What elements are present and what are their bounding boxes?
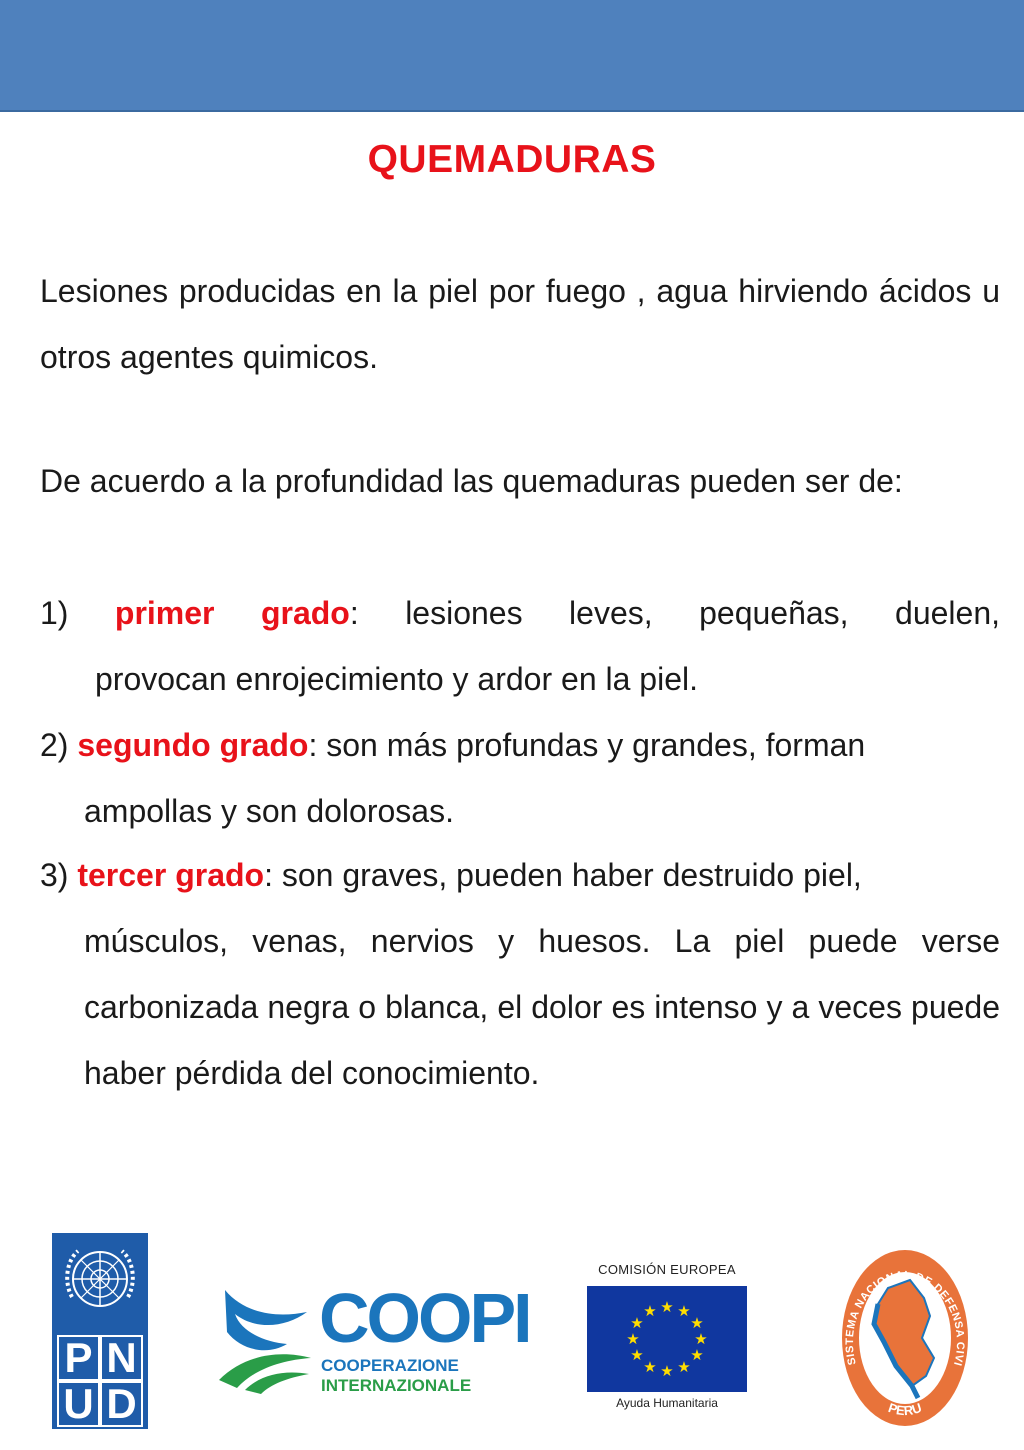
degree-number: 3) [40,857,69,893]
pnud-logo [52,1233,148,1429]
degree-item-1 [40,580,1000,712]
pnud-letter: D [102,1383,141,1425]
pnud-letter: U [59,1383,98,1425]
degree-text: : son más profundas y grandes, forman [308,727,866,763]
degree-text: pequeñas, [699,595,849,631]
degree-name-word: grado [260,595,350,631]
svg-text:★: ★ [694,1330,708,1348]
svg-text:★: ★ [626,1330,640,1348]
degree-name-word: primer [114,595,215,631]
svg-text:★: ★ [690,1314,704,1332]
degree-text: : [349,595,359,631]
degree-first-line [40,712,1000,778]
eu-stars-icon [587,1286,747,1392]
degree-first-line [40,842,1000,908]
degree-text: leves, [569,595,653,631]
pnud-letter: N [102,1337,141,1379]
sinadeci-ring-text: SISTEMA NACIONAL DE DEFENSA CIVI [843,1269,967,1368]
degree-continuation: ampollas y son dolorosas. [84,793,454,829]
coopi-wave-icon [215,1284,315,1396]
svg-text:★: ★ [660,1362,674,1380]
eu-flag [587,1286,747,1392]
page-title: QUEMADURAS [367,138,657,181]
pnud-letters [59,1334,141,1427]
svg-text:★: ★ [643,1358,657,1376]
degree-text: lesiones [405,595,523,631]
svg-text:★: ★ [630,1314,644,1332]
degree-text: : son graves, pueden haber destruido piel, [264,857,862,893]
coopi-logo [215,1279,530,1400]
degree-item-2 [40,712,1000,844]
sinadeci-logo [838,1246,972,1430]
eu-caption: COMISIÓN EUROPEA [598,1262,736,1277]
un-emblem-icon [60,1239,140,1319]
svg-text:★: ★ [630,1346,644,1364]
eu-logo [586,1262,748,1417]
degree-number: 1) [40,595,69,631]
degree-name: tercer grado [77,857,265,893]
pnud-letter: P [59,1337,98,1379]
degree-name: segundo grado [77,727,309,763]
coopi-wordmark: COOPI [319,1279,530,1357]
sinadeci-emblem-icon [838,1246,972,1430]
sinadeci-bottom-text: PERU [886,1399,924,1419]
svg-text:★: ★ [677,1302,691,1320]
degree-number: 2) [40,727,69,763]
svg-text:★: ★ [660,1298,674,1316]
degree-text: duelen, [895,595,1000,631]
intro-paragraph: Lesiones producidas en la piel por fuego , agua hirviendo ácidos u otros agentes quimicos. [40,273,1000,375]
degree-continuation: músculos, venas, nervios y huesos. La piel puede verse carbonizada negra o blanca, el dolor es intenso y a veces puede haber pérdida del conocimiento. [84,923,1000,1091]
coopi-line2: INTERNAZIONALE [321,1376,472,1395]
depth-intro-paragraph: De acuerdo a la profundidad las quemaduras pueden ser de: [40,463,903,499]
coopi-line1: COOPERAZIONE [321,1356,459,1375]
svg-text:★: ★ [677,1358,691,1376]
degree-first-line [40,580,1000,646]
svg-text:★: ★ [643,1302,657,1320]
header-bar [0,0,1024,112]
eu-footer: Ayuda Humanitaria [616,1396,718,1410]
degree-item-3 [40,842,1000,1106]
svg-text:★: ★ [690,1346,704,1364]
degree-continuation: provocan enrojecimiento y ardor en la piel. [95,661,698,697]
